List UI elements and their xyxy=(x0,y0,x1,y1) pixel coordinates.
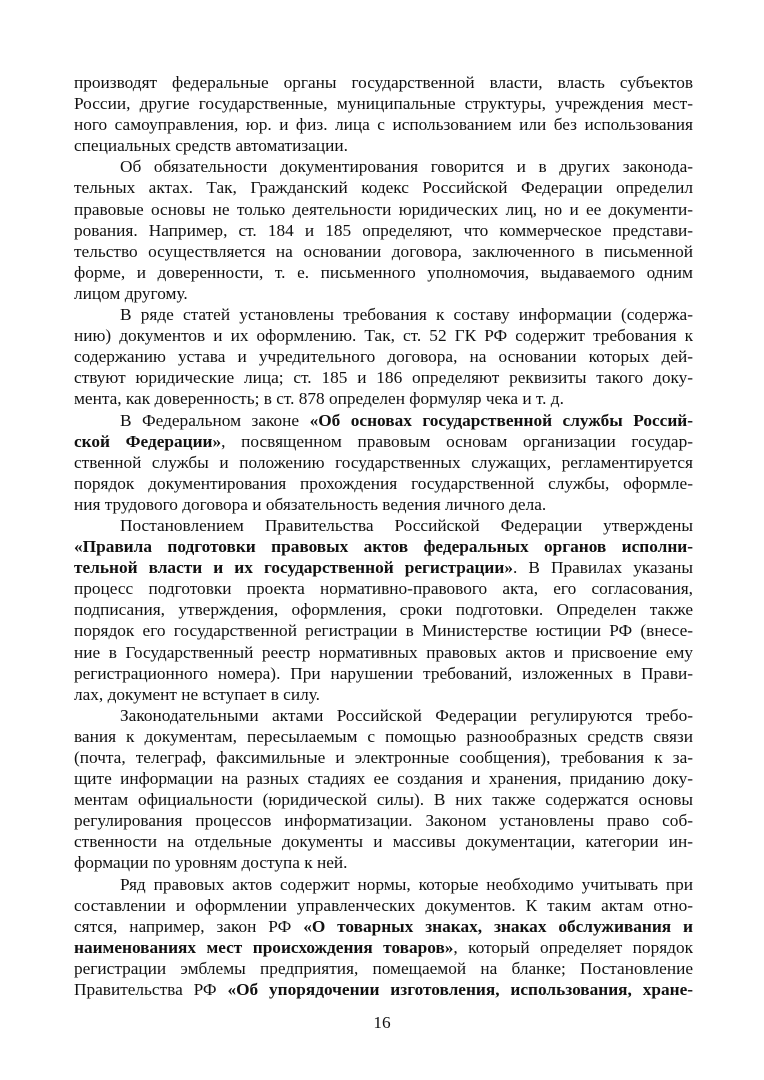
text-line: процесс подготовки проекта нормативно-правового акта, его согласования, xyxy=(74,579,693,599)
text-line: ние в Государственный реестр нормативных правовых актов и присвоение ему xyxy=(74,642,693,662)
text-line xyxy=(74,536,693,557)
text-line: (почта, телеграф, факсимильные и электронные сообщения), требования к за- xyxy=(74,748,693,767)
text-line: ного самоуправления, юр. и физ. лица с использованием или без использования xyxy=(74,115,693,135)
text-line: производят федеральные органы государственной власти, власть субъектов xyxy=(74,73,693,92)
text-line: наименованиях мест происхождения товаров», который определяет порядок xyxy=(74,937,693,957)
text-line: подписания, утверждения, оформления, сроки подготовки. Определен также xyxy=(74,600,693,620)
law-title-bold: «Об основах государственной службы Россий- xyxy=(309,410,693,430)
text-line: тельной власти и их государственной регистрации». В Правилах указаны xyxy=(74,558,693,578)
text-line: В ряде статей установлены требования к составу информации (содержа- xyxy=(120,305,693,325)
text-line: составлении и оформлении управленческих документов. К таким актам отно- xyxy=(74,895,693,915)
rules-title-bold: тельной власти и их государственной регистрации» xyxy=(74,558,513,578)
text-line: ментам официальности (юридической силы). В них также содержатся основы xyxy=(74,790,693,810)
page-number: 16 xyxy=(373,1013,391,1032)
body-text xyxy=(74,72,693,1000)
text-line: сятся, например, закон РФ «О товарных знаках, знаках обслуживания и xyxy=(74,916,693,936)
text-line: В Федеральном законе «Об основах государственной службы Россий- xyxy=(120,410,693,430)
law-title-bold: ской Федерации» xyxy=(74,431,222,451)
text-line: мента, как доверенность; в ст. 878 определен формуляр чека и т. д. xyxy=(74,389,564,409)
text-line: Ряд правовых актов содержит нормы, которые необходимо учитывать при xyxy=(120,874,693,894)
decree-title-bold: «Об упорядочении изготовления, использования, хране- xyxy=(227,980,693,1000)
text-line: вания к документам, пересылаемым с помощью разнообразных средств связи xyxy=(74,726,693,746)
text-line: лах, документ не вступает в силу. xyxy=(74,684,320,704)
text-line: ской Федерации», посвященном правовым основам организации государ- xyxy=(74,431,693,451)
text-line: форме, и доверенности, т. е. письменного уполномочия, выдаваемого одним xyxy=(74,262,693,282)
text-line: нию) документов и их оформлению. Так, ст. 52 ГК РФ содержит требования к xyxy=(74,326,693,346)
text-line: щите информации на разных стадиях ее создания и хранения, приданию доку- xyxy=(74,769,693,789)
law-title-bold: «О товарных знаках, знаках обслуживания и xyxy=(303,916,693,936)
text-line: ственности на отдельные документы и массивы документации, категории ин- xyxy=(74,832,693,852)
text-line: тельных актах. Так, Гражданский кодекс Российской Федерации определил xyxy=(74,178,693,198)
text-line: Законодательными актами Российской Федерации регулируются требо- xyxy=(120,705,693,725)
text-line: формации по уровням доступа к ней. xyxy=(74,853,348,873)
text-line: тельство осуществляется на основании договора, заключенного в письменной xyxy=(74,241,693,261)
text-line: ственной службы и положению государственных служащих, регламентируется xyxy=(74,452,693,472)
text-line: Правительства РФ «Об упорядочении изготовления, использования, хране- xyxy=(74,980,693,1000)
text-line: правовые основы не только деятельности юридических лиц, но и ее документи- xyxy=(74,199,693,219)
text-line: регулирования процессов информатизации. Законом установлены право соб- xyxy=(74,811,693,831)
text-line: содержанию устава и учредительного договора, на основании которых дей- xyxy=(74,347,693,367)
text-line: порядок его государственной регистрации в Министерстве юстиции РФ (внесе- xyxy=(74,621,693,641)
text-line: Об обязательности документирования говорится и в других законода- xyxy=(120,157,693,177)
rules-title-bold: «Правила подготовки правовых актов федеральных органов исполни- xyxy=(74,537,693,557)
text-line: России, другие государственные, муниципальные структуры, учреждения мест- xyxy=(74,94,693,114)
text-line: рования. Например, ст. 184 и 185 определяют, что коммерческое представи- xyxy=(74,220,693,240)
text-line: регистрации эмблемы предприятия, помещаемой на бланке; Постановление xyxy=(74,958,693,978)
text-line: порядок документирования прохождения государственной службы, оформле- xyxy=(74,473,693,493)
text-line: специальных средств автоматизации. xyxy=(74,136,348,156)
text-line: регистрационного номера). При нарушении требований, изложенных в Прави- xyxy=(74,663,693,683)
text-line: ствуют юридические лица; ст. 185 и 186 определяют реквизиты такого доку- xyxy=(74,368,693,388)
text-line: Постановлением Правительства Российской Федерации утверждены xyxy=(120,515,693,535)
text-line: лицом другому. xyxy=(74,283,188,303)
text-line: ния трудового договора и обязательность ведения личного дела. xyxy=(74,494,547,514)
law-title-bold: наименованиях мест происхождения товаров» xyxy=(74,937,454,957)
